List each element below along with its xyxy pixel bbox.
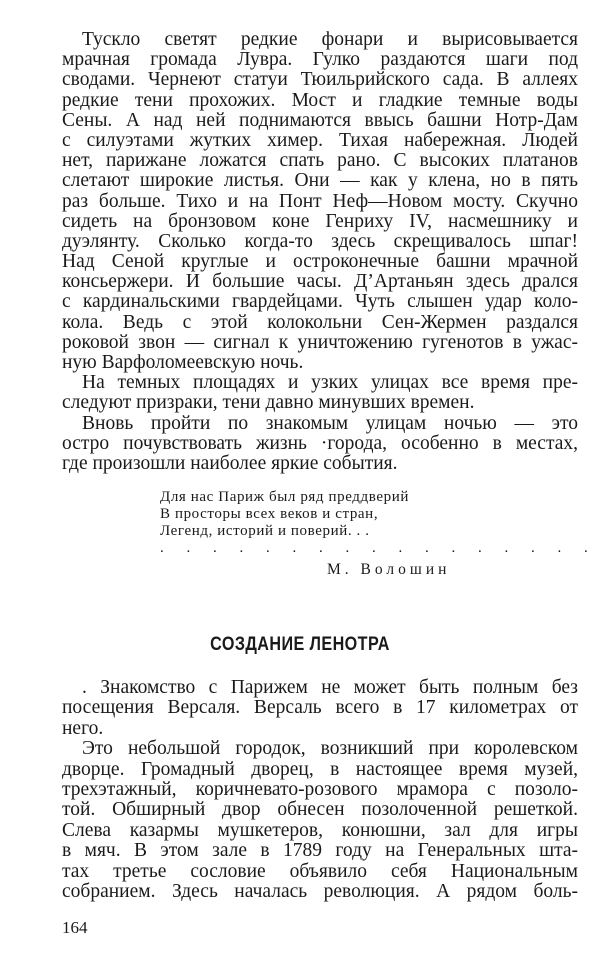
poem-ellipsis-dots: . . . . . . . . . . . . . . . . . (160, 540, 598, 556)
text-line: нет, парижане ложатся спать рано. С высоких платанов (62, 150, 578, 172)
text-line: сидеть на бронзовом коне Генриху IV, насмешнику и (62, 210, 578, 232)
text-line: консьержери. И большие часы. Д’Артаньян здесь дрался (62, 271, 578, 293)
paragraph (62, 739, 578, 902)
text-line: Слева казармы мушкетеров, конюшни, зал для игры (62, 819, 578, 841)
text-line: дуэлянту. Сколько когда-то здесь скрещивалось шпаг! (62, 230, 578, 252)
text-line: в мяч. В этом зале в 1789 году на Генеральных шта- (62, 840, 578, 862)
paragraph (62, 414, 578, 475)
text-line: с силуэтами жутких химер. Тихая набережная. Людей (62, 129, 578, 151)
poem-line: Для нас Париж был ряд преддверий (160, 489, 409, 505)
text-line: роковой звон — сигнал к уничтожению гугенотов в ужас- (62, 331, 578, 353)
text-line: тах третье сословие объявило себя Национальным (62, 860, 578, 882)
text-line: остро почувствовать жизнь ·города, особенно в местах, (62, 432, 578, 454)
text-line: Тускло светят редкие фонари и вырисовывается (82, 29, 578, 50)
poem-author: М. Волошин (327, 561, 451, 578)
text-line: мрачная громада Лувра. Гулко раздаются шаги под (62, 49, 578, 71)
text-line: с кардинальскими гвардейцами. Чуть слышен удар коло- (62, 291, 578, 313)
body-text-section-1 (62, 30, 578, 474)
paragraph (62, 678, 578, 739)
poem-line: В просторы всех веков и стран, (160, 506, 379, 522)
text-line: той. Обширный двор обнесен позолоченной решеткой. (62, 799, 578, 821)
text-line: редкие тени прохожих. Мост и гладкие темные воды (62, 89, 578, 111)
text-line: Вновь пройти по знакомым улицам ночью — это (82, 412, 578, 434)
text-line: Сены. А над ней поднимаются ввысь башни Нотр-Дам (62, 109, 578, 131)
epigraph-poem (160, 489, 597, 557)
text-line: ную Варфоломеевскую ночь. (62, 352, 304, 373)
body-text-section-2 (62, 678, 578, 902)
text-line: дворце. Громадный дворец, в настоящее время музей, (62, 758, 578, 780)
text-line: посещения Версаля. Версаль всего в 17 километрах от (62, 697, 578, 719)
paragraph (62, 373, 578, 413)
text-line: На темных площадях и узких улицах все время пре- (82, 372, 578, 394)
text-line: слетают широкие листья. Они — как у клена, но в пять (62, 170, 578, 192)
text-line: кола. Ведь с этой колокольни Сен-Жермен раздался (62, 311, 578, 333)
text-line: где произошли наиболее яркие события. (62, 452, 398, 474)
text-line: Над Сеной круглые и остроконечные башни мрачной (62, 251, 578, 273)
chapter-heading: СОЗДАНИЕ ЛЕНОТРА (210, 634, 390, 655)
text-line: него. (62, 717, 104, 739)
text-line: раз больше. Тихо и на Понт Неф—Новом мосту. Скучно (62, 190, 578, 212)
poem-line: Легенд, историй и поверий. . . (160, 523, 370, 539)
page-number: 164 (62, 918, 88, 937)
text-line: трехэтажный, коричневато-розового мрамора с позоло- (62, 778, 578, 800)
text-line: . Знакомство с Парижем не может быть полным без (82, 677, 578, 698)
text-line: следуют призраки, тени давно минувших времен. (62, 392, 475, 414)
text-line: собранием. Здесь началась революция. А рядом боль- (62, 880, 578, 902)
text-line: сводами. Чернеют статуи Тюильрийского сада. В аллеях (62, 69, 578, 91)
paragraph (62, 30, 578, 373)
text-line: Это небольшой городок, возникший при королевском (82, 738, 578, 760)
